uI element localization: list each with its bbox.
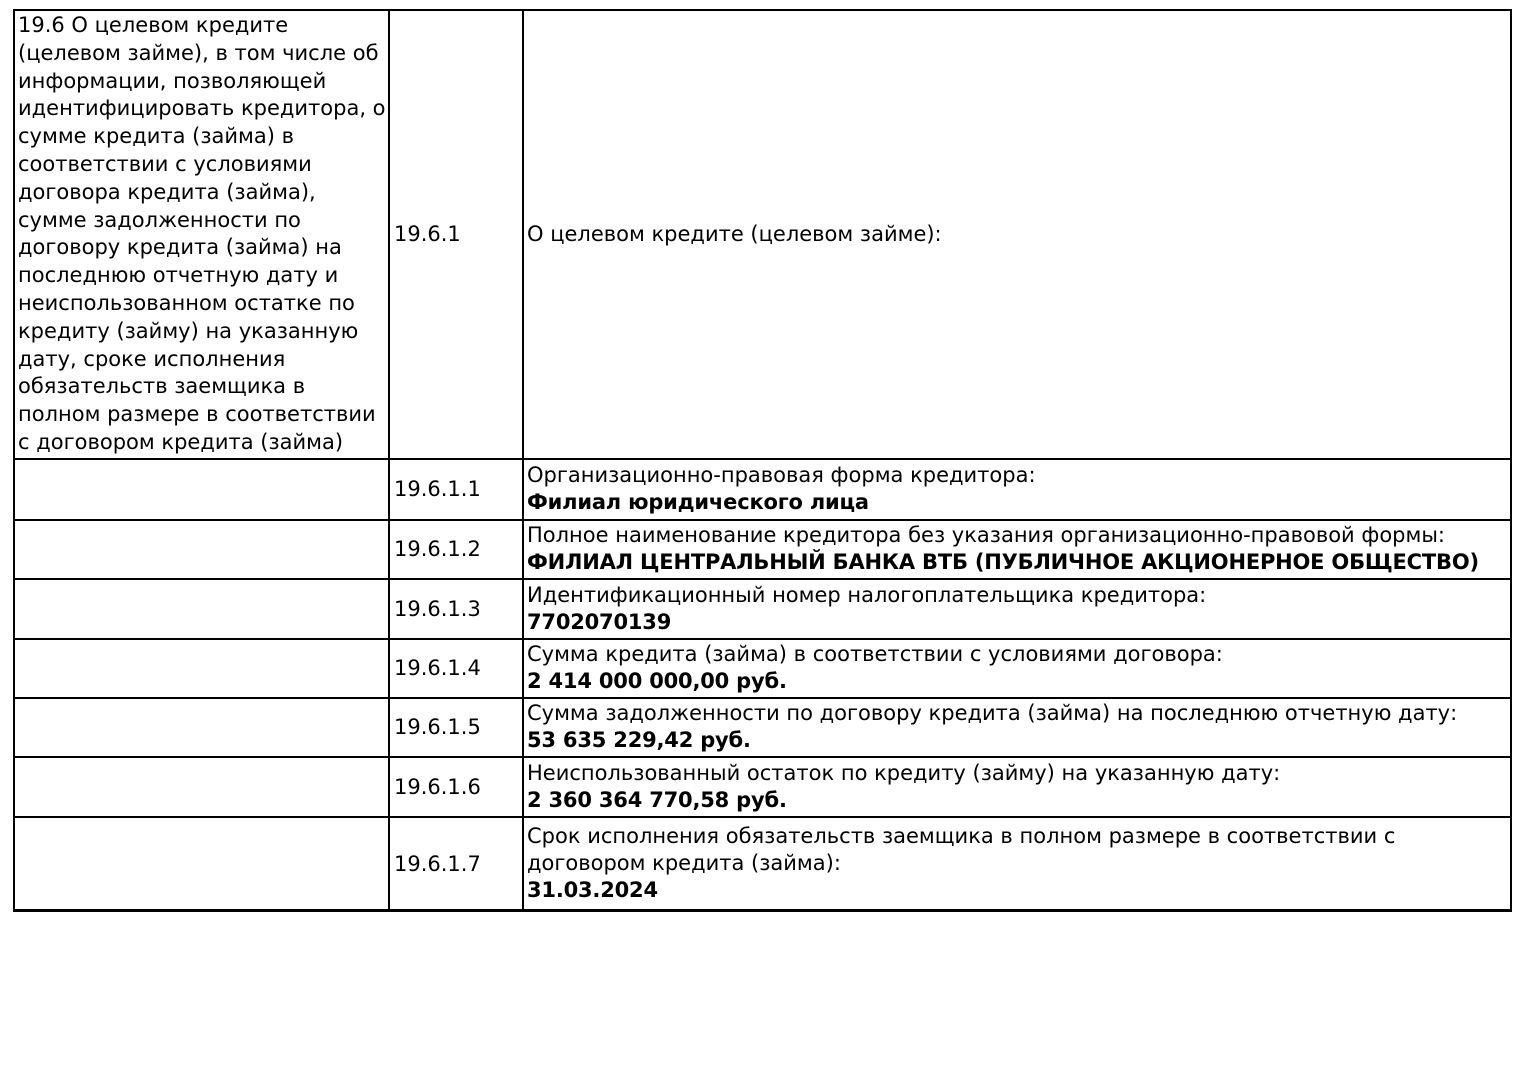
table-row	[14, 520, 1511, 579]
field-label: Неиспользованный остаток по кредиту (займу) на указанную дату:	[527, 760, 1281, 785]
section-description: 19.6 О целевом кредите (целевом займе), в том числе об информации, позволяющей идентифицировать кредитора, о сумме кредита (займа) в соответствии с условиями договора кредита (займа), сумме задолженности по договору кредита (займа) на последнюю отчетную дату и неиспользованном остатке по кредиту (займу) на указанную дату, сроке исполнения обязательств заемщика в полном размере в соответствии с договором кредита (займа)	[18, 13, 386, 454]
empty-cell	[14, 579, 389, 639]
field-cell	[523, 698, 1511, 757]
field-label: Срок исполнения обязательств заемщика в полном размере в соответствии с договором кредита (займа):	[527, 824, 1396, 875]
targeted-credit-disclosure-table	[13, 9, 1512, 912]
field-value: 31.03.2024	[527, 878, 658, 902]
field-value: 53 635 229,42 руб.	[527, 728, 751, 753]
section-description-cell	[14, 10, 389, 459]
clause-number: 19.6.1.2	[394, 537, 481, 562]
field-cell	[523, 757, 1511, 817]
field-value: 2 360 364 770,58 руб.	[527, 787, 787, 812]
field-value: Филиал юридического лица	[527, 490, 869, 515]
table-row	[14, 698, 1511, 757]
field-value: ФИЛИАЛ ЦЕНТРАЛЬНЫЙ БАНКА ВТБ (ПУБЛИЧНОЕ АКЦИОНЕРНОЕ ОБЩЕСТВО)	[527, 550, 1479, 575]
clause-number-cell	[389, 639, 523, 698]
clause-number: 19.6.1.6	[394, 774, 481, 799]
clause-number-cell	[389, 459, 523, 520]
table-row	[14, 817, 1511, 911]
empty-cell	[14, 520, 389, 579]
clause-number: 19.6.1.7	[394, 851, 481, 876]
clause-number: 19.6.1	[394, 222, 461, 247]
table-row	[14, 579, 1511, 639]
field-cell	[523, 817, 1511, 911]
table-row	[14, 757, 1511, 817]
clause-number: 19.6.1.3	[394, 596, 481, 621]
field-label: О целевом кредите (целевом займе):	[527, 221, 942, 246]
table-row	[14, 10, 1511, 459]
clause-number-cell	[389, 698, 523, 757]
field-value: 7702070139	[527, 609, 672, 634]
field-label: Идентификационный номер налогоплательщика кредитора:	[527, 582, 1207, 607]
field-cell	[523, 639, 1511, 698]
field-cell	[523, 459, 1511, 520]
field-cell	[523, 520, 1511, 579]
field-cell	[523, 579, 1511, 639]
empty-cell	[14, 698, 389, 757]
clause-number-cell	[389, 520, 523, 579]
empty-cell	[14, 817, 389, 911]
clause-number-cell	[389, 579, 523, 639]
field-label: Организационно-правовая форма кредитора:	[527, 463, 1036, 488]
field-label: Сумма кредита (займа) в соответствии с условиями договора:	[527, 642, 1223, 667]
field-label: Полное наименование кредитора без указания организационно-правовой формы:	[527, 523, 1446, 548]
clause-number: 19.6.1.4	[394, 656, 481, 681]
field-value: 2 414 000 000,00 руб.	[527, 669, 787, 694]
clause-number-cell	[389, 757, 523, 817]
table-row	[14, 639, 1511, 698]
clause-number-cell	[389, 10, 523, 459]
field-cell	[523, 10, 1511, 459]
empty-cell	[14, 757, 389, 817]
clause-number: 19.6.1.5	[394, 715, 481, 740]
clause-number-cell	[389, 817, 523, 911]
field-label: Сумма задолженности по договору кредита (займа) на последнюю отчетную дату:	[527, 701, 1458, 726]
empty-cell	[14, 639, 389, 698]
table-row	[14, 459, 1511, 520]
empty-cell	[14, 459, 389, 520]
clause-number: 19.6.1.1	[394, 477, 481, 502]
